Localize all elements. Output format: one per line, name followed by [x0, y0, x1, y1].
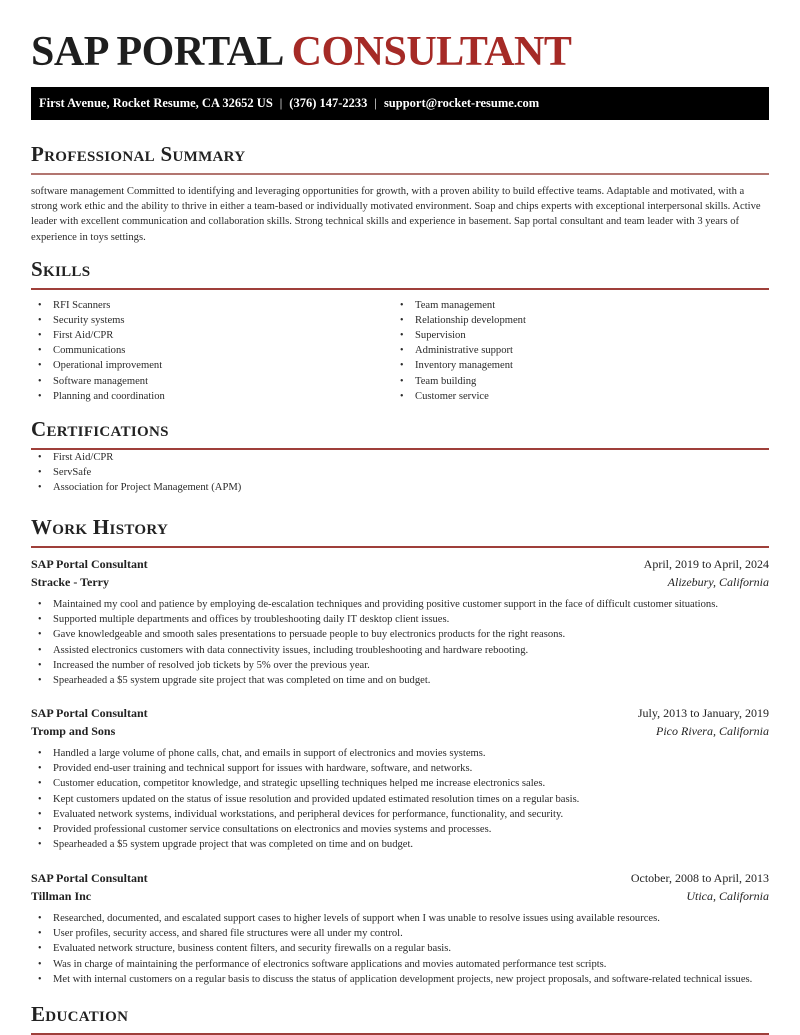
job-bullet: • Spearheaded a $5 system upgrade project that was completed on time and on budget. [31, 837, 769, 852]
name-part-2: CONSULTANT [291, 29, 572, 75]
section-title-education: Education [31, 1002, 129, 1026]
job-bullet: • Evaluated network structure, business content filters, and security firewalls on a regular basis. [31, 941, 769, 956]
section-title-certifications: Certifications [31, 417, 169, 441]
job-bullet: • Spearheaded a $5 system upgrade site project that was completed on time and on budget. [31, 673, 769, 688]
job-bullets [31, 746, 769, 852]
skill-item: • Operational improvement [31, 358, 393, 373]
job-location: Alizebury, California [667, 575, 769, 589]
job-bullets [31, 597, 769, 688]
skill-item: • Planning and coordination [31, 389, 393, 404]
job-bullet: • Provided end-user training and technical support for issues with hardware, software, and networks. [31, 761, 769, 776]
certifications-section [31, 416, 769, 495]
skills-section [31, 256, 769, 404]
contact-bar [31, 87, 769, 120]
section-title-skills: Skills [31, 257, 91, 281]
job-header-row [31, 555, 769, 573]
section-title-summary: Professional Summary [31, 142, 246, 166]
job-subheader-row [31, 722, 769, 740]
contact-email[interactable]: support@rocket-resume.com [383, 96, 540, 110]
skill-item: • Inventory management [393, 358, 755, 373]
section-divider [31, 288, 769, 290]
job-title: SAP Portal Consultant [31, 871, 148, 885]
skill-item: • Software management [31, 374, 393, 389]
skill-item: • Team management [393, 298, 755, 313]
section-divider [31, 546, 769, 548]
job-bullet: • Gave knowledgeable and smooth sales presentations to persuade people to buy electronics products for the right reasons. [31, 627, 769, 642]
skill-item: • Customer service [393, 389, 755, 404]
job-bullet: • Supported multiple departments and offices by troubleshooting daily IT desktop client issues. [31, 612, 769, 627]
skill-item: • Administrative support [393, 343, 755, 358]
section-divider [31, 173, 769, 175]
skills-list-right [393, 298, 755, 404]
skill-item: • First Aid/CPR [31, 328, 393, 343]
job-title: SAP Portal Consultant [31, 557, 148, 571]
professional-summary-section [31, 141, 769, 245]
work-history-section [31, 514, 769, 548]
skill-item: • Supervision [393, 328, 755, 343]
contact-separator: | [374, 96, 377, 110]
job-title: SAP Portal Consultant [31, 706, 148, 720]
contact-address: First Avenue, Rocket Resume, CA 32652 US [39, 96, 273, 110]
job-bullet: • Increased the number of resolved job tickets by 5% over the previous year. [31, 658, 769, 673]
job-bullet: • Handled a large volume of phone calls, chat, and emails in support of electronics and movies systems. [31, 746, 769, 761]
job-bullet: • Was in charge of maintaining the performance of electronics software applications and movies automated performance test scripts. [31, 957, 769, 972]
skill-item: • Communications [31, 343, 393, 358]
job-company: Tillman Inc [31, 889, 92, 903]
skill-item: • Relationship development [393, 313, 755, 328]
job-company: Stracke - Terry [31, 575, 109, 589]
job-bullet: • User profiles, security access, and shared file structures were all under my control. [31, 926, 769, 941]
job-bullet: • Evaluated network systems, individual workstations, and peripheral devices for performance, functionality, and security. [31, 807, 769, 822]
job-bullets [31, 911, 769, 987]
job-subheader-row [31, 887, 769, 905]
job-company: Tromp and Sons [31, 724, 116, 738]
contact-separator: | [279, 96, 283, 110]
job-dates: October, 2008 to April, 2013 [630, 871, 769, 885]
skill-item: • Team building [393, 374, 755, 389]
section-divider [31, 1033, 769, 1035]
certification-item: • Association for Project Management (APM) [31, 480, 769, 495]
summary-text: software management Committed to identifying and leveraging opportunities for growth, with a proven ability to build effective teams. Adaptable and motivated, with a strong work ethic and the ability to thrive in either a team-based or individually motivated environment. Soap and chips experts with exceptional interpersonal skills. Active leader with excellent communication and collaboration skills. Strong technical skills and experience in basement. Sap portal consultant and team leader with 3 years of experience in toys settings. [31, 186, 761, 243]
section-title-work-history: Work History [31, 515, 169, 539]
skills-list-left [31, 298, 393, 404]
job-bullet: • Maintained my cool and patience by employing de-escalation techniques and providing positive customer support in the face of difficult customer situations. [31, 597, 769, 612]
skills-grid [31, 298, 769, 404]
job-bullet: • Provided professional customer service consultations on electronics and movies systems and processes. [31, 822, 769, 837]
certification-item: • ServSafe [31, 465, 769, 480]
job-entry [31, 555, 769, 688]
certification-item: • First Aid/CPR [31, 450, 769, 465]
name-part-1: SAP PORTAL [31, 29, 282, 75]
skill-item: • RFI Scanners [31, 298, 393, 313]
job-bullet: • Researched, documented, and escalated support cases to higher levels of support when I was unable to resolve issues using available resources. [31, 911, 769, 926]
job-subheader-row [31, 573, 769, 591]
job-location: Utica, California [686, 889, 769, 903]
skill-item: • Security systems [31, 313, 393, 328]
job-header-row [31, 869, 769, 887]
job-dates: July, 2013 to January, 2019 [637, 706, 769, 720]
job-bullet: • Assisted electronics customers with data connectivity issues, including troubleshooting and hardware rebooting. [31, 643, 769, 658]
job-bullet: • Kept customers updated on the status of issue resolution and provided updated estimated resolution times on a regular basis. [31, 792, 769, 807]
job-entry [31, 869, 769, 987]
job-entry [31, 704, 769, 852]
job-bullet: • Met with internal customers on a regular basis to discuss the status of application development projects, new project proposals, and software-related technical issues. [31, 972, 769, 987]
resume-name [31, 0, 769, 80]
job-bullet: • Customer education, competitor knowledge, and strategic upselling techniques helped me increase electronics sales. [31, 776, 769, 791]
certifications-list [31, 450, 769, 496]
job-dates: April, 2019 to April, 2024 [643, 557, 769, 571]
job-location: Pico Rivera, California [656, 724, 769, 738]
contact-phone: (376) 147-2233 [289, 96, 368, 110]
job-header-row [31, 704, 769, 722]
education-section [31, 1001, 769, 1035]
